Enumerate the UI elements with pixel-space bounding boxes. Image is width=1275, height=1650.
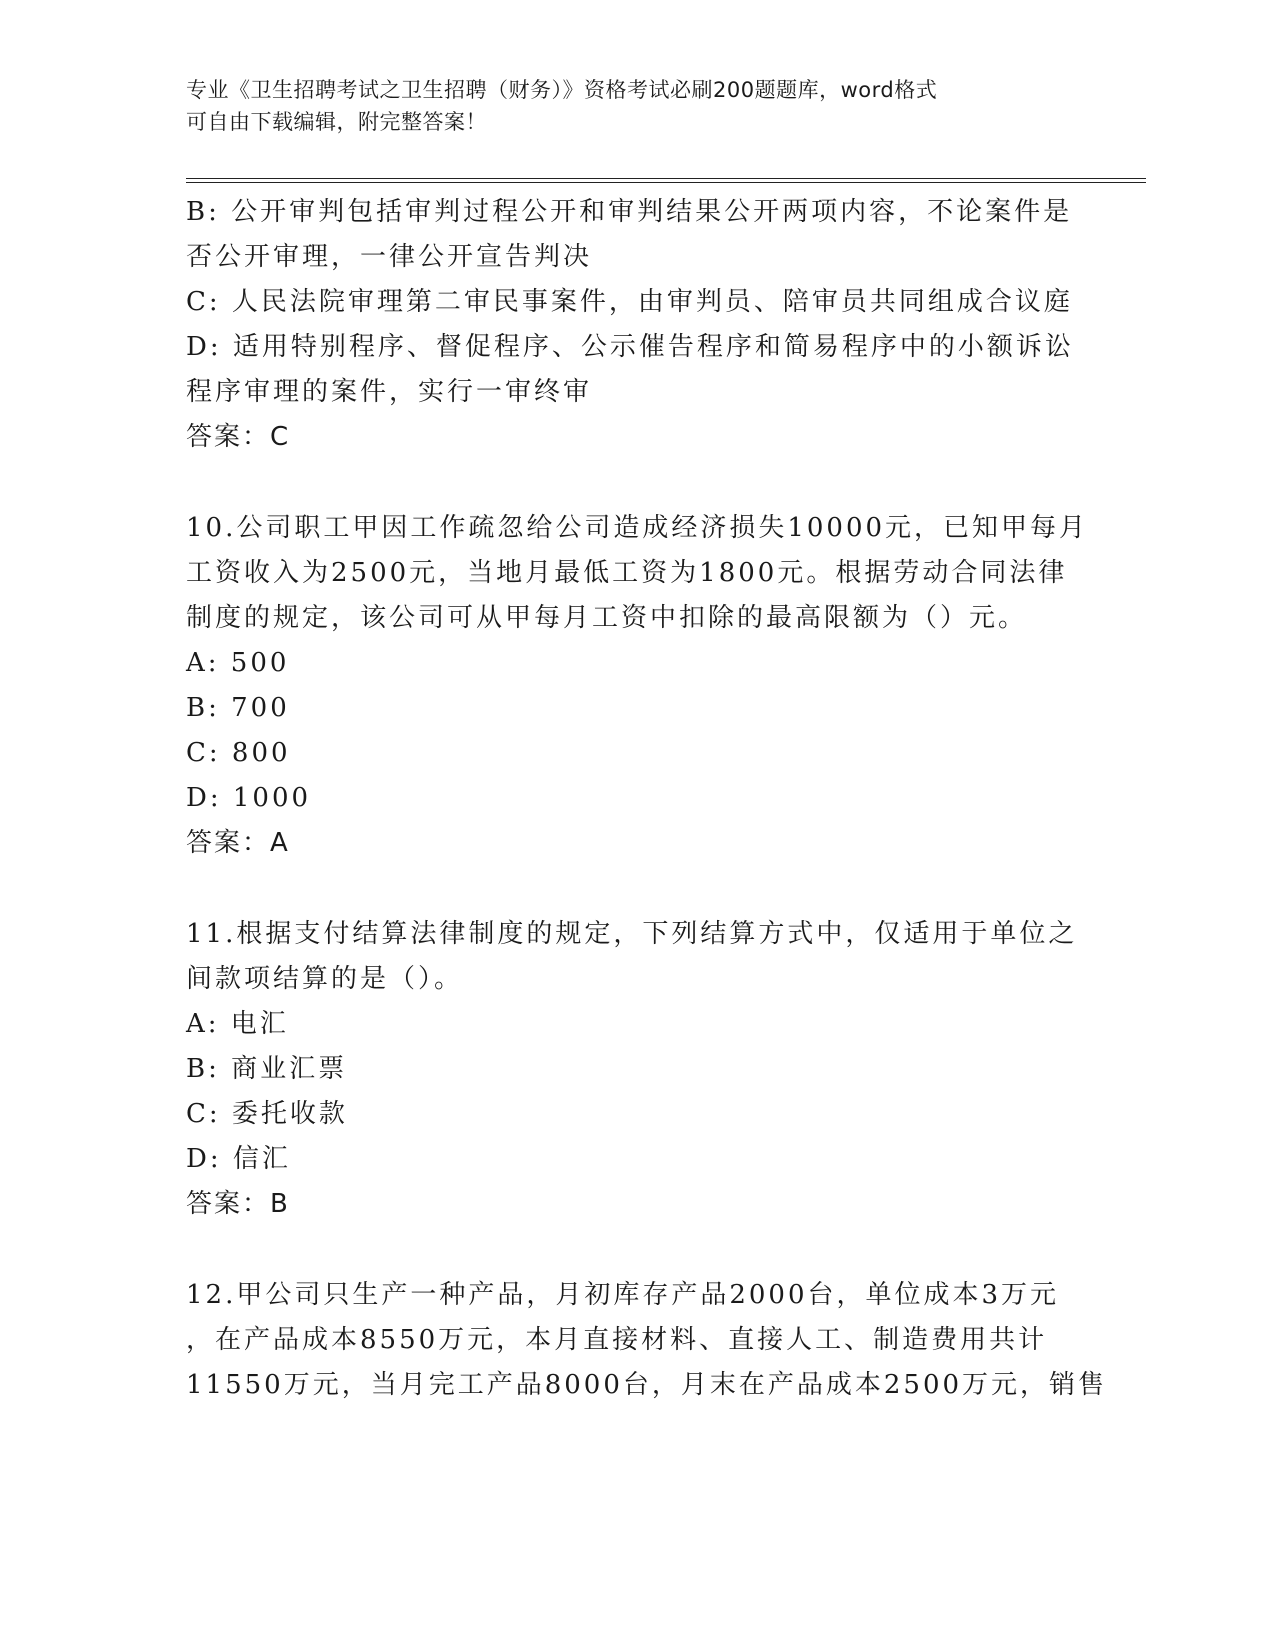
answer: 答案：A bbox=[186, 828, 290, 858]
option-c: C: 委托收款 bbox=[186, 1099, 348, 1129]
option-a: A: 电汇 bbox=[186, 1009, 289, 1039]
header-title-line-1: 专业《卫生招聘考试之卫生招聘（财务）》资格考试必刷200题题库，word格式 bbox=[186, 78, 938, 102]
question-stem-line-1: 10.公司职工甲因工作疏忽给公司造成经济损失10000元，已知甲每月 bbox=[186, 513, 1089, 543]
question-stem-line-1: 12.甲公司只生产一种产品，月初库存产品2000台，单位成本3万元 bbox=[186, 1280, 1060, 1310]
question-stem-line-2: 工资收入为2500元，当地月最低工资为1800元。根据劳动合同法律 bbox=[186, 558, 1068, 588]
header-divider-bottom bbox=[186, 182, 1146, 183]
question-11 bbox=[186, 912, 1086, 1227]
option-b: B: 商业汇票 bbox=[186, 1054, 348, 1084]
option-b: B: 700 bbox=[186, 693, 290, 723]
header-title-line-2: 可自由下载编辑，附完整答案！ bbox=[186, 110, 487, 134]
question-content bbox=[186, 190, 1108, 1408]
answer: 答案：C bbox=[186, 422, 291, 452]
question-stem-line-2: ，在产品成本8550万元，本月直接材料、直接人工、制造费用共计 bbox=[186, 1325, 1048, 1355]
question-12 bbox=[186, 1273, 1108, 1408]
option-a: A: 500 bbox=[186, 648, 290, 678]
option-c: C: 800 bbox=[186, 738, 291, 768]
question-stem-line-1: 11.根据支付结算法律制度的规定，下列结算方式中，仅适用于单位之 bbox=[186, 919, 1078, 949]
option-b-line-1: B: 公开审判包括审判过程公开和审判结果公开两项内容，不论案件是 bbox=[186, 197, 1073, 227]
option-b-line-2: 否公开审理，一律公开宣告判决 bbox=[186, 242, 593, 272]
question-stem-line-3: 11550万元，当月完工产品8000台，月末在产品成本2500万元，销售 bbox=[186, 1370, 1108, 1400]
answer: 答案：B bbox=[186, 1189, 290, 1219]
page-header bbox=[186, 74, 1066, 138]
option-d: D: 信汇 bbox=[186, 1144, 291, 1174]
option-d: D: 1000 bbox=[186, 783, 312, 813]
option-d-line-1: D: 适用特别程序、督促程序、公示催告程序和简易程序中的小额诉讼 bbox=[186, 332, 1074, 362]
question-stem-line-3: 制度的规定，该公司可从甲每月工资中扣除的最高限额为（）元。 bbox=[186, 603, 1028, 633]
header-divider-top bbox=[186, 178, 1146, 179]
question-10 bbox=[186, 506, 1089, 866]
question-9-continued bbox=[186, 190, 1086, 460]
option-d-line-2: 程序审理的案件，实行一审终审 bbox=[186, 377, 593, 407]
question-stem-line-2: 间款项结算的是（）。 bbox=[186, 964, 464, 994]
option-c: C: 人民法院审理第二审民事案件，由审判员、陪审员共同组成合议庭 bbox=[186, 287, 1073, 317]
